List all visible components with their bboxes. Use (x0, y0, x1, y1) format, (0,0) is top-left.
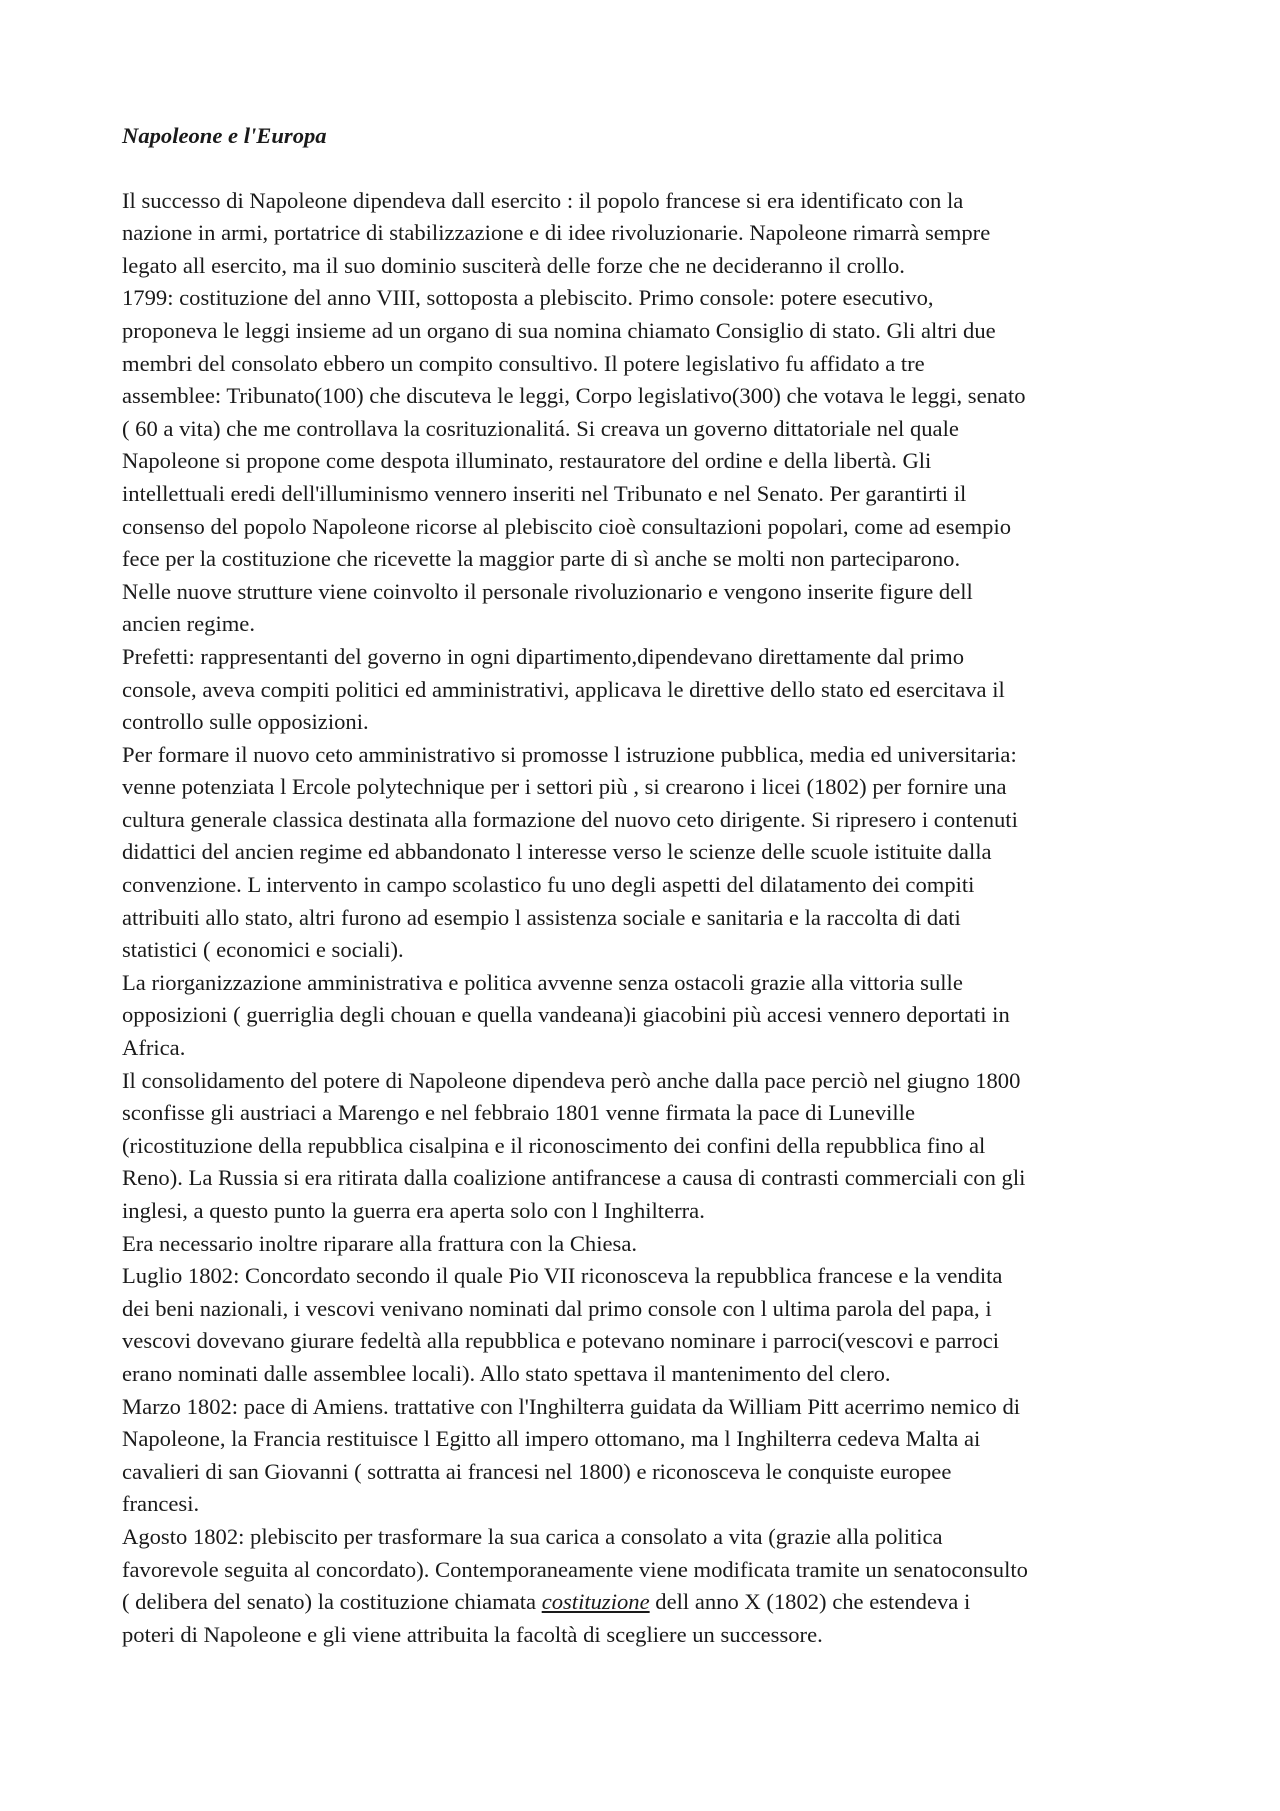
text-line: La riorganizzazione amministrativa e politica avvenne senza ostacoli grazie alla vittoria sulle (122, 969, 963, 995)
paragraph (122, 1065, 1182, 1228)
text-line: membri del consolato ebbero un compito consultivo. Il potere legislativo fu affidato a tre (122, 350, 925, 376)
paragraph (122, 739, 1182, 967)
text-line: Nelle nuove strutture viene coinvolto il personale rivoluzionario e vengono inserite figure dell (122, 578, 973, 604)
text-line: Napoleone, la Francia restituisce l Egitto all impero ottomano, ma l Inghilterra cedeva Malta ai (122, 1426, 981, 1452)
text-line: favorevole seguita al concordato). Contemporaneamente viene modificata tramite un senatoconsulto (122, 1556, 1028, 1582)
text-line: cavalieri di san Giovanni ( sottratta ai francesi nel 1800) e riconosceva le conquiste europee (122, 1458, 952, 1484)
text-line: nazione in armi, portatrice di stabilizzazione e di idee rivoluzionarie. Napoleone rimarrà sempre (122, 220, 991, 246)
text-line: Per formare il nuovo ceto amministrativo si promosse l istruzione pubblica, media ed universitaria: (122, 741, 1017, 767)
paragraph (122, 1521, 1182, 1586)
paragraph-last (122, 1586, 1182, 1651)
paragraph (122, 282, 1182, 641)
text-line: dei beni nazionali, i vescovi venivano nominati dal primo console con l ultima parola del papa, i (122, 1295, 992, 1321)
document-page (122, 120, 1182, 1651)
text-line: Il consolidamento del potere di Napoleone dipendeva però anche dalla pace perciò nel giugno 1800 (122, 1067, 1021, 1093)
text-line: Reno). La Russia si era ritirata dalla coalizione antifrancese a causa di contrasti commerciali con gli (122, 1165, 1026, 1191)
text-line: attribuiti allo stato, altri furono ad esempio l assistenza sociale e sanitaria e la raccolta di dati (122, 904, 961, 930)
paragraph (122, 967, 1182, 1065)
text-line: convenzione. L intervento in campo scolastico fu uno degli aspetti del dilatamento dei compiti (122, 872, 975, 898)
text-line: (ricostituzione della repubblica cisalpina e il riconoscimento dei confini della repubblica fino al (122, 1132, 986, 1158)
text-line: cultura generale classica destinata alla formazione del nuovo ceto dirigente. Si ripresero i contenuti (122, 806, 1018, 832)
text-line: Il successo di Napoleone dipendeva dall esercito : il popolo francese si era identificato con la (122, 187, 964, 213)
text-line: opposizioni ( guerriglia degli chouan e quella vandeana)i giacobini più accesi vennero deportati in (122, 1002, 1010, 1028)
text-line: assemblee: Tribunato(100) che discuteva le leggi, Corpo legislativo(300) che votava le leggi, senato (122, 383, 1026, 409)
costituzione-link[interactable]: costituzione (541, 1589, 650, 1615)
paragraph (122, 1391, 1182, 1521)
paragraph (122, 1260, 1182, 1390)
text-line: ( 60 a vita) che me controllava la cosrituzionalitá. Si creava un governo dittatoriale nel quale (122, 415, 959, 441)
text-line: Luglio 1802: Concordato secondo il quale Pio VII riconosceva la repubblica francese e la vendita (122, 1263, 1003, 1289)
text-line (122, 1586, 1182, 1619)
text-segment: ( delibera del senato) la costituzione chiamata (122, 1589, 542, 1615)
text-line: inglesi, a questo punto la guerra era aperta solo con l Inghilterra. (122, 1198, 705, 1223)
text-line: sconfisse gli austriaci a Marengo e nel febbraio 1801 venne firmata la pace di Luneville (122, 1100, 915, 1126)
text-line: fece per la costituzione che ricevette la maggior parte di sì anche se molti non parteciparono. (122, 546, 961, 572)
paragraph (122, 641, 1182, 739)
document-body (122, 185, 1182, 1587)
document-title: Napoleone e l'Europa (122, 123, 327, 148)
paragraph (122, 1228, 1182, 1261)
text-line: Napoleone si propone come despota illuminato, restauratore del ordine e della libertà. Gli (122, 448, 932, 474)
paragraph (122, 185, 1182, 283)
text-line: Africa. (122, 1035, 186, 1061)
text-segment: dell anno X (1802) che estendeva i (649, 1589, 971, 1615)
text-line: legato all esercito, ma il suo dominio susciterà delle forze che ne decideranno il crollo. (122, 252, 905, 278)
text-line: controllo sulle opposizioni. (122, 709, 369, 735)
text-line: vescovi dovevano giurare fedeltà alla repubblica e potevano nominare i parroci(vescovi e parroci (122, 1328, 999, 1354)
text-line: ancien regime. (122, 611, 255, 637)
text-line: Marzo 1802: pace di Amiens. trattative con l'Inghilterra guidata da William Pitt acerrimo nemico di (122, 1393, 1021, 1419)
text-line: proponeva le leggi insieme ad un organo di sua nomina chiamato Consiglio di stato. Gli altri due (122, 317, 996, 343)
text-line: francesi. (122, 1491, 200, 1517)
text-line: console, aveva compiti politici ed amministrativi, applicava le direttive dello stato ed esercitava il (122, 676, 1005, 702)
text-line: venne potenziata l Ercole polytechnique per i settori più , si crearono i licei (1802) per fornire una (122, 774, 1007, 800)
text-line: intellettuali eredi dell'illuminismo vennero inseriti nel Tribunato e nel Senato. Per garantirti il (122, 480, 967, 506)
text-line: consenso del popolo Napoleone ricorse al plebiscito cioè consultazioni popolari, come ad esempio (122, 513, 1012, 539)
text-line: didattici del ancien regime ed abbandonato l interesse verso le scienze delle scuole istituite dalla (122, 839, 992, 865)
text-line: statistici ( economici e sociali). (122, 937, 404, 963)
text-line: poteri di Napoleone e gli viene attribuita la facoltà di scegliere un successore. (122, 1621, 823, 1647)
text-line: 1799: costituzione del anno VIII, sottoposta a plebiscito. Primo console: potere esecutivo, (122, 285, 934, 311)
text-line: erano nominati dalle assemblee locali). Allo stato spettava il mantenimento del clero. (122, 1360, 891, 1386)
text-line: Agosto 1802: plebiscito per trasformare la sua carica a consolato a vita (grazie alla politica (122, 1523, 943, 1549)
text-line: Prefetti: rappresentanti del governo in ogni dipartimento,dipendevano direttamente dal primo (122, 643, 964, 669)
text-line: Era necessario inoltre riparare alla frattura con la Chiesa. (122, 1230, 638, 1256)
